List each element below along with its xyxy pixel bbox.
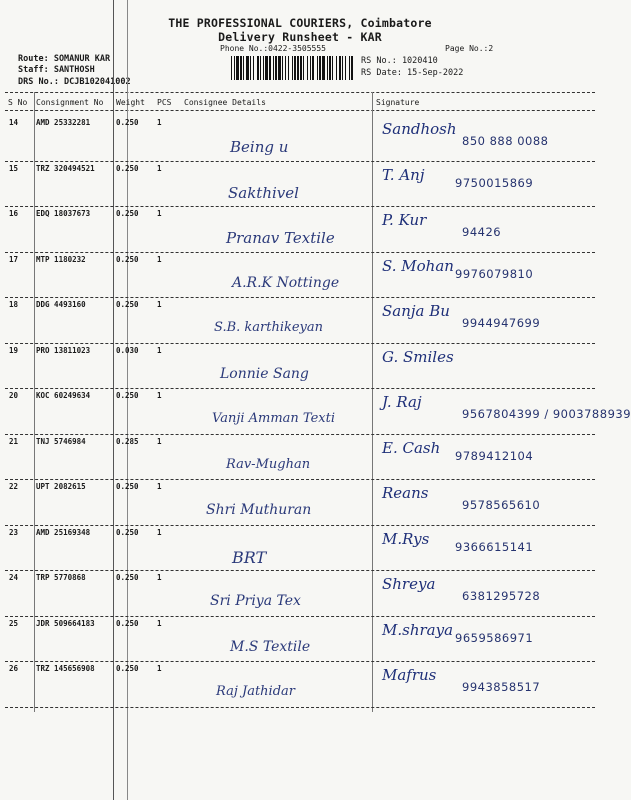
row-contact-phone: 9366615141 — [455, 539, 534, 554]
row-divider — [5, 161, 595, 162]
barcode-bar — [297, 56, 299, 80]
runsheet-title: Delivery Runsheet - KAR — [218, 30, 382, 44]
row-sno: 15 — [9, 163, 19, 173]
barcode-bar — [307, 56, 308, 80]
row-consignment-no: AMD 25332281 — [36, 118, 91, 127]
barcode-bar — [342, 56, 343, 80]
row-consignment-no: TNJ 5746984 — [36, 436, 86, 446]
row-consignee: Being u — [230, 138, 289, 156]
company-phone: Phone No.:0422-3505555 — [220, 44, 326, 53]
barcode-bar — [231, 56, 232, 80]
row-signature: G. Smiles — [382, 347, 454, 366]
row-contact-phone: 6381295728 — [462, 589, 541, 603]
header-divider-top — [5, 92, 595, 93]
company-title: THE PROFESSIONAL COURIERS, Coimbatore — [168, 16, 432, 30]
barcode-bar — [243, 56, 244, 80]
row-contact-phone: 9567804399 / 9003788939 — [462, 407, 631, 421]
row-pcs: 1 — [157, 573, 162, 582]
barcode-bar — [345, 56, 346, 80]
row-pcs: 1 — [157, 300, 162, 309]
row-contact-phone: 9976079810 — [455, 266, 534, 281]
row-weight: 0.250 — [116, 482, 139, 491]
row-pcs: 1 — [157, 118, 162, 127]
barcode-bar — [327, 56, 328, 80]
row-sno: 23 — [9, 527, 19, 537]
barcode-bar — [250, 56, 251, 80]
barcode-bar — [240, 56, 242, 80]
row-pcs: 1 — [157, 254, 162, 264]
barcode-bar — [265, 56, 268, 80]
row-signature: J. Raj — [382, 393, 422, 411]
row-sno: 14 — [9, 118, 19, 127]
row-consignee: M.S Textile — [230, 638, 311, 655]
row-pcs: 1 — [157, 618, 162, 628]
row-sno: 18 — [9, 300, 19, 309]
row-weight: 0.250 — [116, 254, 139, 264]
drs-number: DRS No.: DCJB102041002 — [18, 77, 131, 87]
barcode-bar — [275, 56, 277, 80]
row-signature: Reans — [382, 484, 429, 502]
row-consignee: Lonnie Sang — [220, 365, 309, 382]
row-pcs: 1 — [157, 163, 162, 173]
col-header-weight: Weight — [116, 98, 145, 107]
row-consignment-no: UPT 2082615 — [36, 482, 86, 491]
row-consignment-no: TRZ 145656908 — [36, 664, 95, 673]
row-pcs: 1 — [157, 345, 162, 355]
row-weight: 0.250 — [116, 664, 139, 673]
row-signature: T. Anj — [382, 165, 425, 184]
barcode-bar — [303, 56, 304, 80]
barcode-bar — [349, 56, 350, 80]
row-pcs: 1 — [157, 436, 162, 446]
header-divider-bottom — [5, 110, 595, 111]
row-weight: 0.250 — [116, 527, 139, 537]
row-signature: S. Mohan — [382, 256, 454, 275]
barcode-bar — [310, 56, 311, 80]
barcode-image — [231, 56, 355, 80]
barcode-bar — [288, 56, 289, 80]
row-signature: P. Kur — [382, 211, 427, 229]
row-pcs: 1 — [157, 527, 162, 537]
row-consignee: S.B. karthikeyan — [214, 320, 324, 335]
row-contact-phone: 9659586971 — [455, 630, 534, 645]
row-sno: 17 — [9, 254, 19, 264]
row-contact-phone: 9578565610 — [462, 498, 541, 512]
route-label: Route: SOMANUR KAR — [18, 54, 111, 64]
row-pcs: 1 — [157, 391, 162, 400]
row-sno: 22 — [9, 482, 19, 491]
rs-number: RS No.: 1020410 — [361, 56, 438, 66]
barcode-bar — [257, 56, 259, 80]
barcode-bar — [322, 56, 325, 80]
row-signature: Mafrus — [382, 666, 437, 684]
row-signature: M.Rys — [382, 529, 430, 548]
barcode-bar — [332, 56, 333, 80]
row-weight: 0.250 — [116, 163, 139, 173]
row-weight: 0.250 — [116, 391, 139, 400]
barcode-bar — [278, 56, 281, 80]
row-pcs: 1 — [157, 482, 162, 491]
row-divider — [5, 707, 595, 708]
row-contact-phone: 9789412104 — [455, 448, 534, 463]
barcode-bar — [300, 56, 302, 80]
row-consignment-no: JDR 509664183 — [36, 618, 95, 628]
barcode-bar — [317, 56, 318, 80]
row-weight: 0.250 — [116, 118, 139, 127]
page-fold-line — [113, 0, 114, 800]
barcode-bar — [236, 56, 239, 80]
row-divider — [5, 206, 595, 207]
row-sno: 19 — [9, 345, 19, 355]
column-rule — [34, 92, 35, 712]
row-consignee: Shri Muthuran — [206, 502, 312, 518]
barcode-bar — [312, 56, 314, 80]
row-sno: 20 — [9, 391, 19, 400]
row-divider — [5, 434, 595, 435]
column-rule — [372, 92, 373, 712]
row-sno: 26 — [9, 664, 19, 673]
row-divider — [5, 525, 595, 526]
barcode-bar — [336, 56, 337, 80]
row-sno: 24 — [9, 573, 19, 582]
row-contact-phone: 9750015869 — [455, 175, 534, 190]
barcode-bar — [351, 56, 353, 80]
barcode-bar — [253, 56, 254, 80]
col-header-consignee: Consignee Details — [184, 98, 266, 107]
barcode-bar — [273, 56, 274, 80]
staff-label: Staff: SANTHOSH — [18, 65, 95, 75]
row-consignment-no: DDG 4493160 — [36, 300, 86, 309]
row-consignment-no: AMD 25169348 — [36, 527, 91, 537]
row-divider — [5, 297, 595, 298]
row-sno: 16 — [9, 209, 19, 218]
row-pcs: 1 — [157, 664, 162, 673]
row-consignee: Sri Priya Tex — [210, 593, 301, 609]
row-consignee: A.R.K Nottinge — [232, 274, 340, 291]
row-consignment-no: EDQ 18037673 — [36, 209, 91, 218]
barcode-bar — [329, 56, 331, 80]
barcode-bar — [292, 56, 293, 80]
barcode-bar — [282, 56, 283, 80]
row-divider — [5, 616, 595, 617]
barcode-bar — [319, 56, 321, 80]
barcode-bar — [285, 56, 286, 80]
row-signature: Sanja Bu — [382, 302, 450, 320]
col-header-signature: Signature — [376, 98, 420, 107]
row-weight: 0.030 — [116, 345, 139, 355]
row-weight: 0.250 — [116, 209, 139, 218]
barcode-bar — [269, 56, 271, 80]
rs-date: RS Date: 15-Sep-2022 — [361, 68, 464, 78]
row-contact-phone: 850 888 0088 — [462, 134, 549, 148]
row-consignee: Pranav Textile — [226, 229, 335, 247]
barcode-bar — [234, 56, 235, 80]
row-signature: Shreya — [382, 575, 436, 593]
row-weight: 0.250 — [116, 618, 139, 628]
row-weight: 0.285 — [116, 436, 139, 446]
barcode-bar — [260, 56, 261, 80]
barcode-bar — [339, 56, 341, 80]
row-sno: 21 — [9, 436, 19, 446]
row-divider — [5, 479, 595, 480]
row-sno: 25 — [9, 618, 19, 628]
row-signature: E. Cash — [382, 438, 441, 457]
row-weight: 0.250 — [116, 300, 139, 309]
row-contact-phone: 9943858517 — [462, 680, 541, 694]
row-consignee: Raj Jathidar — [216, 684, 296, 699]
row-consignment-no: TRP 5770868 — [36, 573, 86, 582]
row-divider — [5, 388, 595, 389]
row-consignee: Rav-Mughan — [226, 456, 311, 472]
row-consignment-no: PRO 13811023 — [36, 345, 91, 355]
barcode-bar — [294, 56, 296, 80]
row-divider — [5, 661, 595, 662]
row-consignee: Sakthivel — [228, 183, 299, 202]
row-consignment-no: TRZ 320494521 — [36, 163, 95, 173]
col-header-pcs: PCS — [157, 98, 172, 107]
barcode-bar — [246, 56, 249, 80]
page-number: Page No.:2 — [445, 44, 494, 53]
row-contact-phone: 94426 — [462, 225, 502, 239]
row-divider — [5, 252, 595, 253]
row-signature: M.shraya — [382, 620, 454, 639]
row-contact-phone: 9944947699 — [462, 316, 541, 330]
row-consignment-no: KOC 60249634 — [36, 391, 91, 400]
row-weight: 0.250 — [116, 573, 139, 582]
row-divider — [5, 570, 595, 571]
col-header-sno: S No — [8, 98, 28, 107]
col-header-consignment: Consignment No — [36, 98, 104, 107]
row-consignee: Vanji Amman Texti — [212, 411, 336, 426]
row-consignment-no: MTP 1180232 — [36, 254, 86, 264]
row-pcs: 1 — [157, 209, 162, 218]
row-signature: Sandhosh — [382, 120, 457, 138]
row-divider — [5, 343, 595, 344]
row-consignee: BRT — [232, 547, 267, 567]
barcode-bar — [263, 56, 264, 80]
